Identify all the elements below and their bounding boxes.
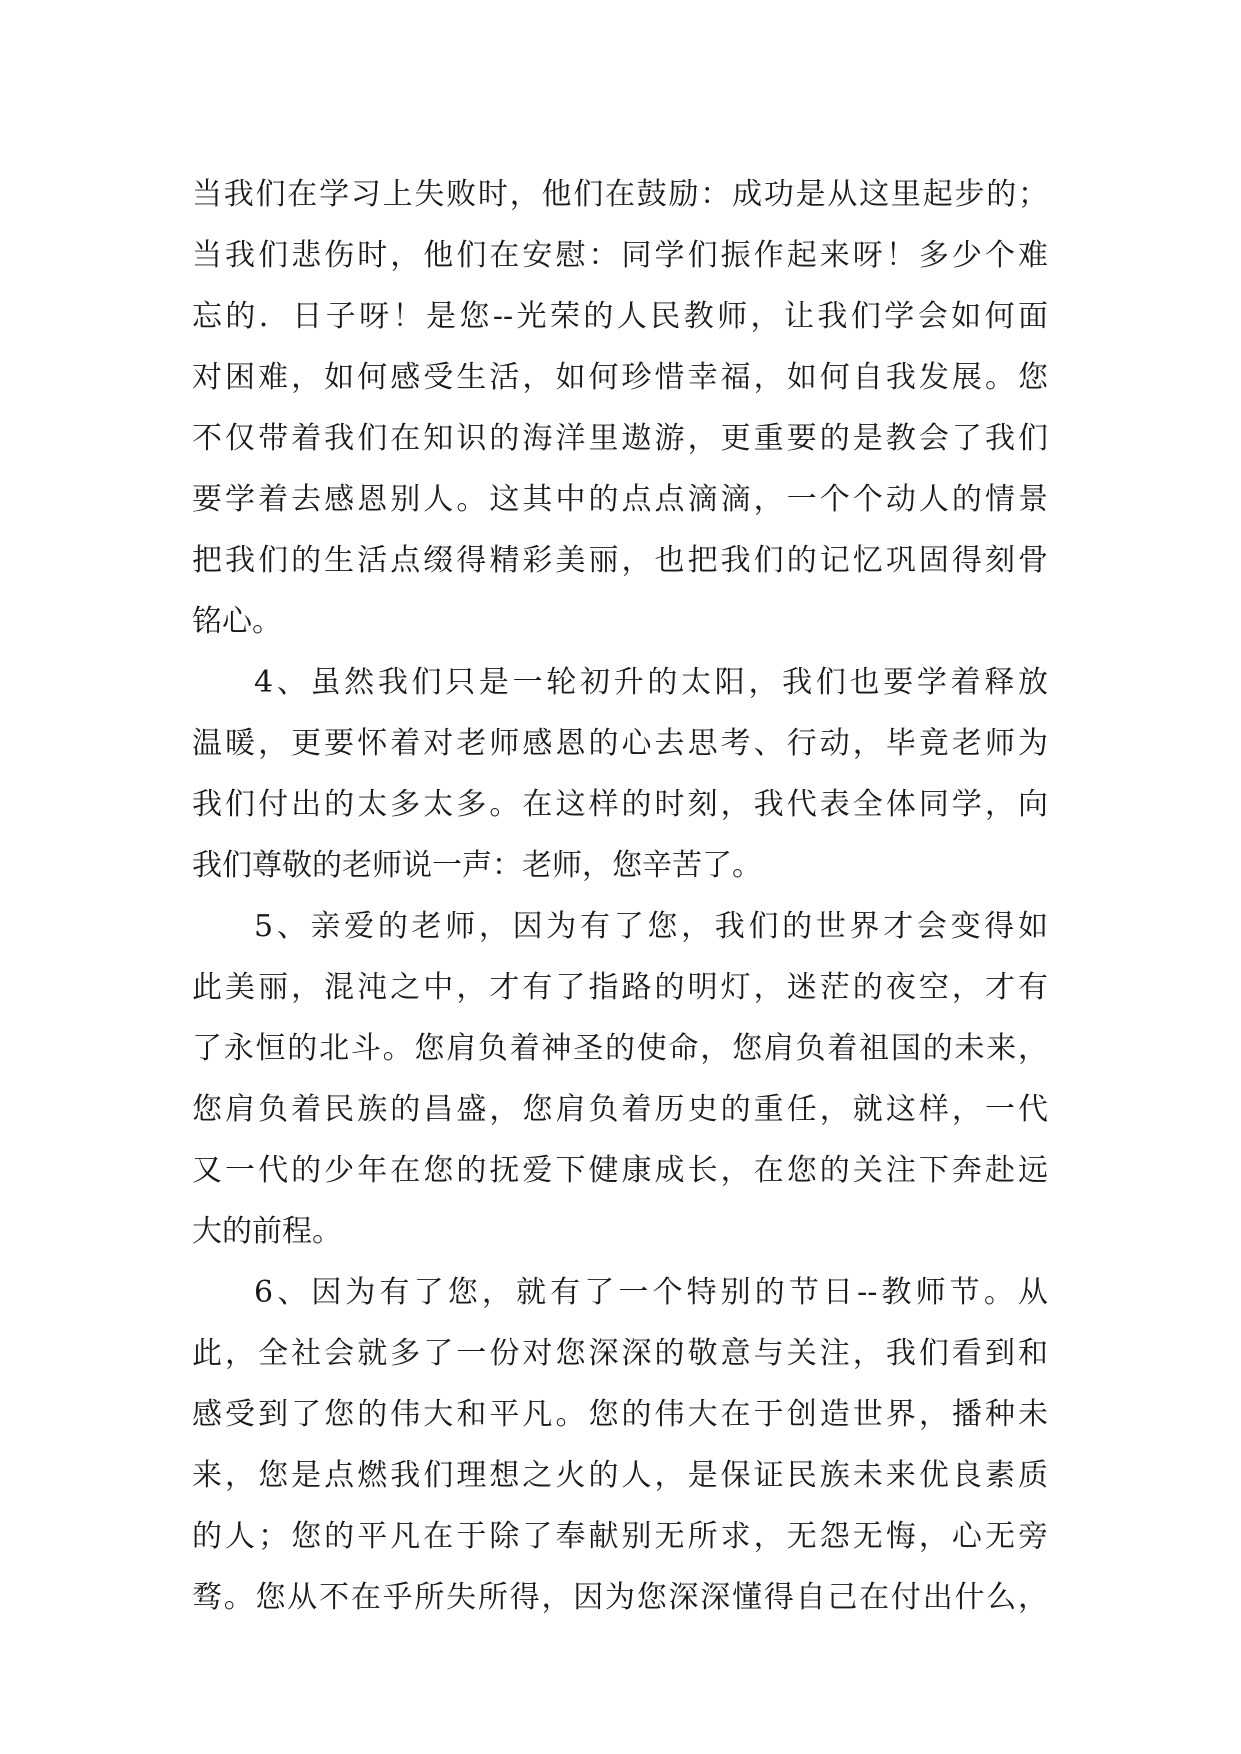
text-line: 铭心。: [192, 604, 282, 639]
text-line: 感受到了您的伟大和平凡。您的伟大在于创造世界，播种未: [192, 1397, 1048, 1432]
text-line: 不仅带着我们在知识的海洋里遨游，更重要的是教会了我们: [192, 421, 1048, 456]
text-line: 我们尊敬的老师说一声：老师，您辛苦了。: [192, 848, 762, 883]
paragraph-6-first-line: 6、因为有了您，就有了一个特别的节日--教师节。从: [254, 1275, 1048, 1310]
text-line: 此美丽，混沌之中，才有了指路的明灯，迷茫的夜空，才有: [192, 970, 1048, 1005]
text-line: 的人；您的平凡在于除了奉献别无所求，无怨无悔，心无旁: [192, 1519, 1048, 1554]
paragraph-5-first-line: 5、亲爱的老师，因为有了您，我们的世界才会变得如: [254, 909, 1048, 944]
text-line: 来，您是点燃我们理想之火的人，是保证民族未来优良素质: [192, 1458, 1048, 1493]
text-line: 温暖，更要怀着对老师感恩的心去思考、行动，毕竟老师为: [192, 726, 1048, 761]
text-line: 把我们的生活点缀得精彩美丽，也把我们的记忆巩固得刻骨: [192, 543, 1048, 578]
text-line: 对困难，如何感受生活，如何珍惜幸福，如何自我发展。您: [192, 360, 1048, 395]
body-text: [192, 164, 1048, 1628]
text-line: 当我们悲伤时，他们在安慰：同学们振作起来呀！多少个难: [192, 238, 1048, 273]
text-line: 我们付出的太多太多。在这样的时刻，我代表全体同学，向: [192, 787, 1048, 822]
text-line: 大的前程。: [192, 1214, 342, 1249]
text-line: 当我们在学习上失败时，他们在鼓励：成功是从这里起步的；: [192, 177, 1048, 212]
text-line: 忘的．日子呀！是您--光荣的人民教师，让我们学会如何面: [192, 299, 1048, 334]
text-line: 要学着去感恩别人。这其中的点点滴滴，一个个动人的情景: [192, 482, 1048, 517]
text-line: 您肩负着民族的昌盛，您肩负着历史的重任，就这样，一代: [192, 1092, 1048, 1127]
text-line: 骛。您从不在乎所失所得，因为您深深懂得自己在付出什么，: [192, 1580, 1048, 1615]
text-line: 了永恒的北斗。您肩负着神圣的使命，您肩负着祖国的未来，: [192, 1031, 1048, 1066]
text-line: 又一代的少年在您的抚爱下健康成长，在您的关注下奔赴远: [192, 1153, 1048, 1188]
paragraph-4-first-line: 4、虽然我们只是一轮初升的太阳，我们也要学着释放: [254, 665, 1048, 700]
text-line: 此，全社会就多了一份对您深深的敬意与关注，我们看到和: [192, 1336, 1048, 1371]
